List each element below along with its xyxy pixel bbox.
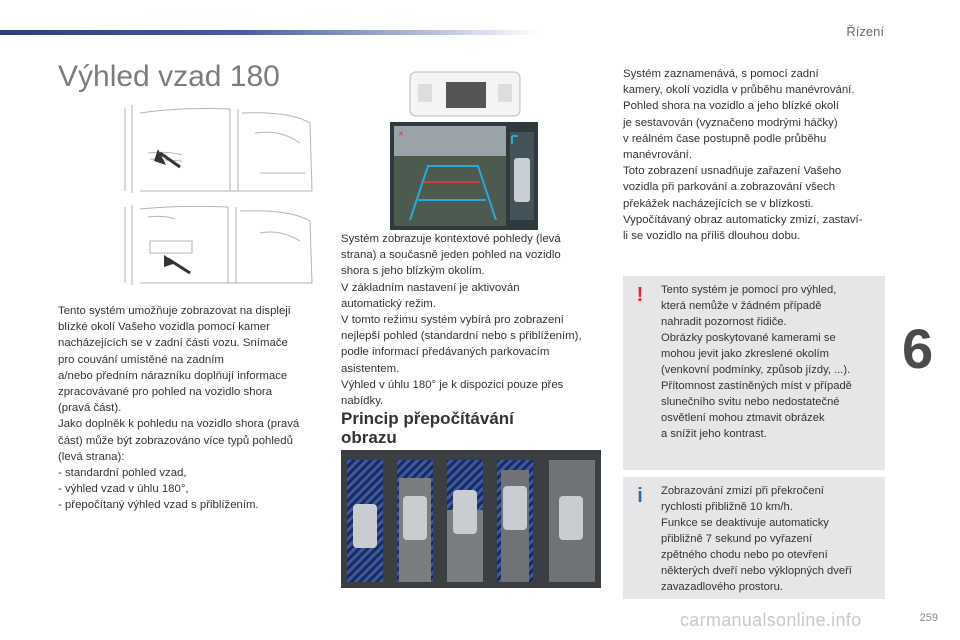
- info-note-text: Zobrazování zmizí při překročení rychlosti přibližně 10 km/h. Funkce se deaktivuje automaticky přibližně 7 sekund po vyřazení zpětného chodu nebo po otevření některých dveří nebo výklopných dveří zavazadlového prostoru.: [661, 485, 852, 593]
- warning-note-text: Tento systém je pomocí pro výhled, která nemůže v žádném případě nahradit pozornost řidiče. Obrázky poskytované kamerami se mohou jevit jako zkreslené okolím (venkovní podmínky, způsob jízdy, ...). Přítomnost zastíněných míst v případě slunečního svitu nebo nedostatečné osvětlení mohou ztmavit obrázek a snížit jeho kontrast.: [661, 284, 852, 440]
- page-number: 259: [919, 612, 938, 624]
- section-heading: Princip přepočítávání obrazu: [341, 409, 514, 447]
- page-title: Výhled vzad 180: [58, 60, 280, 93]
- intro-text: Tento systém umožňuje zobrazovat na displeji blízké okolí Vašeho vozidla pomocí kamer nacházejících se v zadní části vozu. Snímače pro couvání umístěné na zadním a/nebo předním nárazníku doplňují informace zpracovávané pro pohled na vozidlo shora (pravá část). Jako doplněk k pohledu na vozidlo shora (pravá část) může být zobrazováno více typů pohledů (levá strana): - standardní pohled vzad, - výhled vzad v úhlu 180°, - přepočítaný výhled vzad s přiblížením.: [58, 305, 300, 512]
- system-description-text: Systém zaznamenává, s pomocí zadní kamery, okolí vozidla v průběhu manévrování. Pohled shora na vozidlo a jeho blízké okolí je sestavován (vyznačeno modrými háčky) v reálném čase postupně podle průběhu manévrování. Toto zobrazení usnadňuje zařazení Vašeho vozidla při parkování a zobrazování všech překážek nacházejících se v blízkosti. Vypočítávaný obraz automaticky zmizí, zastaví- li se vozidlo na příliš dlouhou dobu.: [623, 68, 863, 243]
- chapter-number: 6: [902, 317, 934, 380]
- recalculated-views-illustration: [341, 450, 601, 588]
- warning-note: [623, 276, 885, 470]
- watermark-text: carmanualsonline.info: [680, 610, 862, 630]
- display-camera-view-illustration: [388, 70, 538, 230]
- rear-bumper-illustration: [120, 203, 318, 287]
- exclamation-icon: !: [636, 284, 644, 306]
- views-description-text: Systém zobrazuje kontextové pohledy (levá strana) a současně jeden pohled na vozidlo shora s jeho blízkým okolím. V základním nastavení je aktivován automatický režim. V tomto režimu systém vybírá pro zobrazení nejlepší pohled (standardní nebo s přiblížením), podle informací předávaných parkovacím asistentem. Výhled v úhlu 180° je k dispozici pouze přes nabídky.: [341, 233, 582, 408]
- rear-camera-illustration: [120, 103, 318, 195]
- info-icon: i: [637, 485, 643, 507]
- header-bar: [0, 30, 540, 35]
- svg-text:✕: ✕: [398, 131, 404, 138]
- section-title: Řízení: [846, 24, 884, 39]
- info-note: [623, 477, 885, 599]
